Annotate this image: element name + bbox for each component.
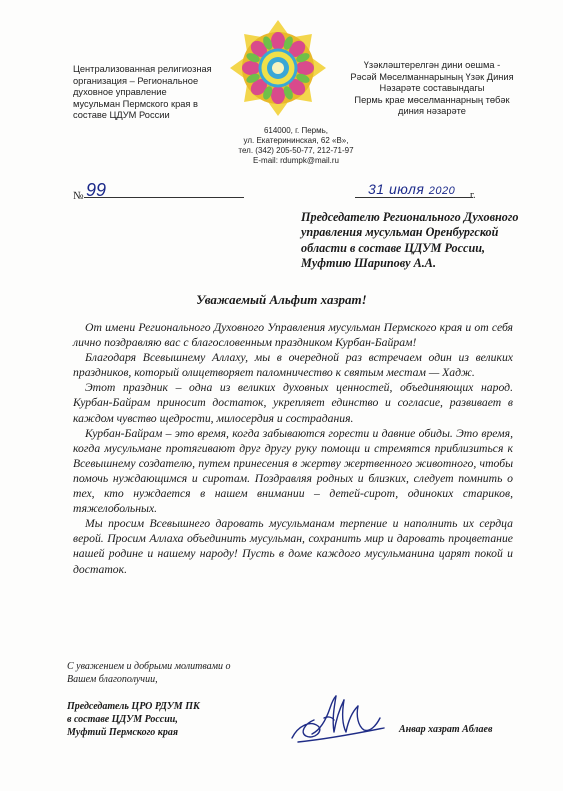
date-line [355, 197, 473, 198]
reference-number-line [84, 197, 244, 198]
organization-name-tatar: Үзәкләштерелгән дини оешма - Рәсәй Мөселманнарының Үзәк Диния Нәзарәте составындагы Пермь крае мөселманнарның төбәк диния нәзарәте [350, 60, 514, 117]
reference-number: 99 [86, 180, 107, 200]
rosette-logo-icon [228, 18, 328, 118]
addressee-block: Председателю Регионального Духовного управления мусульман Оренбургской области в составе ЦДУМ России, Муфтию Шарипову А.А. [301, 210, 519, 270]
body-paragraph: Мы просим Всевышнего даровать мусульманам терпение и наполнить их сердца верой. Просим Аллаха объединить мусульман, сохранить мир и даровать процветание нашей родине и нашему народу! Пусть в доме каждого мусульманина царят покой и достаток. [73, 517, 513, 576]
letter-body [73, 320, 513, 577]
body-paragraph: От имени Регионального Духовного Управления мусульман Пермского края и от себя лично поздравляю вас с благословенным праздником Курбан-Байрам! [73, 321, 513, 350]
body-paragraph: Благодаря Всевышнему Аллаху, мы в очередной раз встречаем один из великих праздников, который олицетворяет паломничество к святым местам — Хадж. [73, 351, 513, 380]
closing-phrase: С уважением и добрыми молитвами о Вашем благополучии, [67, 661, 231, 685]
greeting: Уважаемый Альфит хазрат! [196, 292, 367, 307]
contact-address: 614000, г. Пермь, ул. Екатерининская, 62 «В», тел. (342) 205-50-77, 212-71-97 E-mail: rdumpk@mail.ru [238, 126, 354, 165]
body-paragraph: Этот праздник – одна из великих духовных ценностей, объединяющих народ. Курбан-Байрам приносит достаток, укрепляет единство и согласие, развивает в каждом чувство щедрости, милосердия и сострадания. [73, 381, 513, 425]
signer-name: Анвар хазрат Аблаев [399, 724, 493, 735]
organization-name-russian: Централизованная религиозная организация – Региональное духовное управление мусульман Пермского края в составе ЦДУМ России [73, 64, 212, 121]
date-suffix: г. [470, 190, 476, 201]
body-paragraph: Курбан-Байрам – это время, когда забываются горести и давние обиды. Это время, когда мусульмане протягивают друг другу руку помощи и стремятся приблизиться к Всевышнему создателю, путем принесения в жертву жертвенного животного, чтобы помочь нуждающимся и сиротам. Поздравляя родных и близких, следует помнить о тех, кто нуждается в нашем внимании – детей-сирот, одиноких стариков, тяжелобольных. [73, 426, 513, 516]
reference-number-label: № [73, 190, 84, 202]
letter-date: 31 июля 2020 [368, 181, 456, 197]
handwritten-signature-icon [284, 690, 394, 750]
sender-title: Председатель ЦРО РДУМ ПК в составе ЦДУМ России, Муфтий Пермского края [67, 701, 200, 738]
